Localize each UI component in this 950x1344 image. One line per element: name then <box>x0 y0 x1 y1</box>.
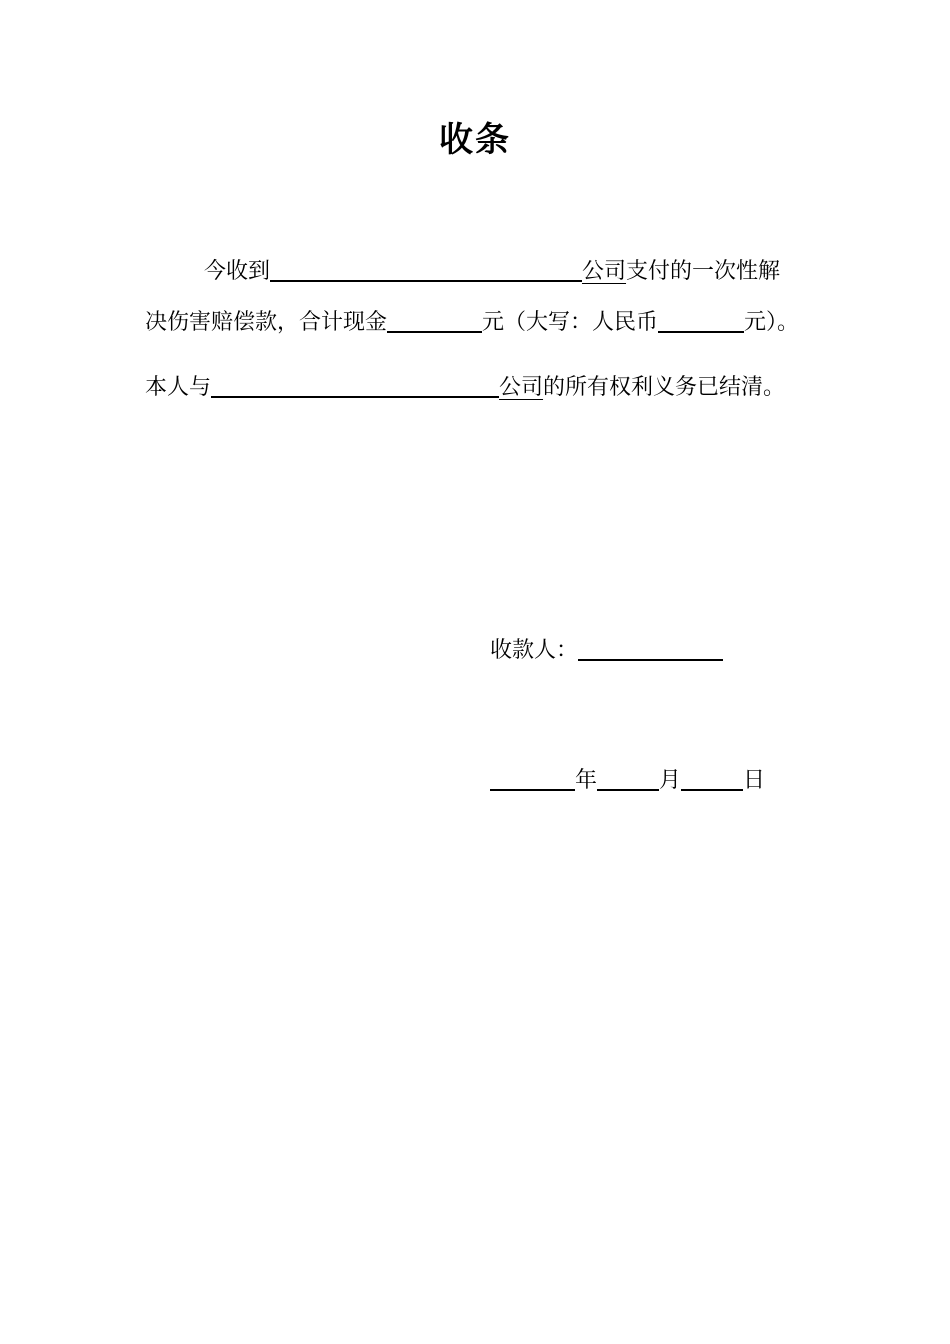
line2-suffix: 元）。 <box>744 310 800 335</box>
year-label: 年 <box>575 768 598 793</box>
year-blank[interactable] <box>490 765 575 791</box>
line1-suffix: 支付的一次性解 <box>626 259 781 284</box>
line3-suffix: 的所有权利义务已结清。 <box>543 375 786 400</box>
paragraph-line-1 <box>204 256 780 288</box>
paragraph-line-2 <box>145 307 799 339</box>
payee-signature-blank[interactable] <box>578 635 723 661</box>
line1-company-word: 公司 <box>582 259 627 284</box>
line3-prefix: 本人与 <box>145 375 212 400</box>
document-title: 收条 <box>439 120 511 160</box>
day-blank[interactable] <box>681 765 743 791</box>
payee-label: 收款人： <box>490 638 579 663</box>
payer-company-blank[interactable] <box>270 256 582 282</box>
month-blank[interactable] <box>597 765 659 791</box>
paragraph-line-3 <box>145 372 785 404</box>
line3-company-word: 公司 <box>499 375 544 400</box>
date-row <box>490 765 765 797</box>
settled-company-blank[interactable] <box>211 372 499 398</box>
day-label: 日 <box>743 768 766 793</box>
line1-prefix: 今收到 <box>204 259 271 284</box>
payee-signature-row <box>490 635 723 667</box>
line2-middle: 元（大写：人民币 <box>482 310 659 335</box>
line2-prefix: 决伤害赔偿款，合计现金 <box>145 310 388 335</box>
amount-numeric-blank[interactable] <box>387 307 482 333</box>
amount-uppercase-blank[interactable] <box>658 307 744 333</box>
month-label: 月 <box>659 768 682 793</box>
